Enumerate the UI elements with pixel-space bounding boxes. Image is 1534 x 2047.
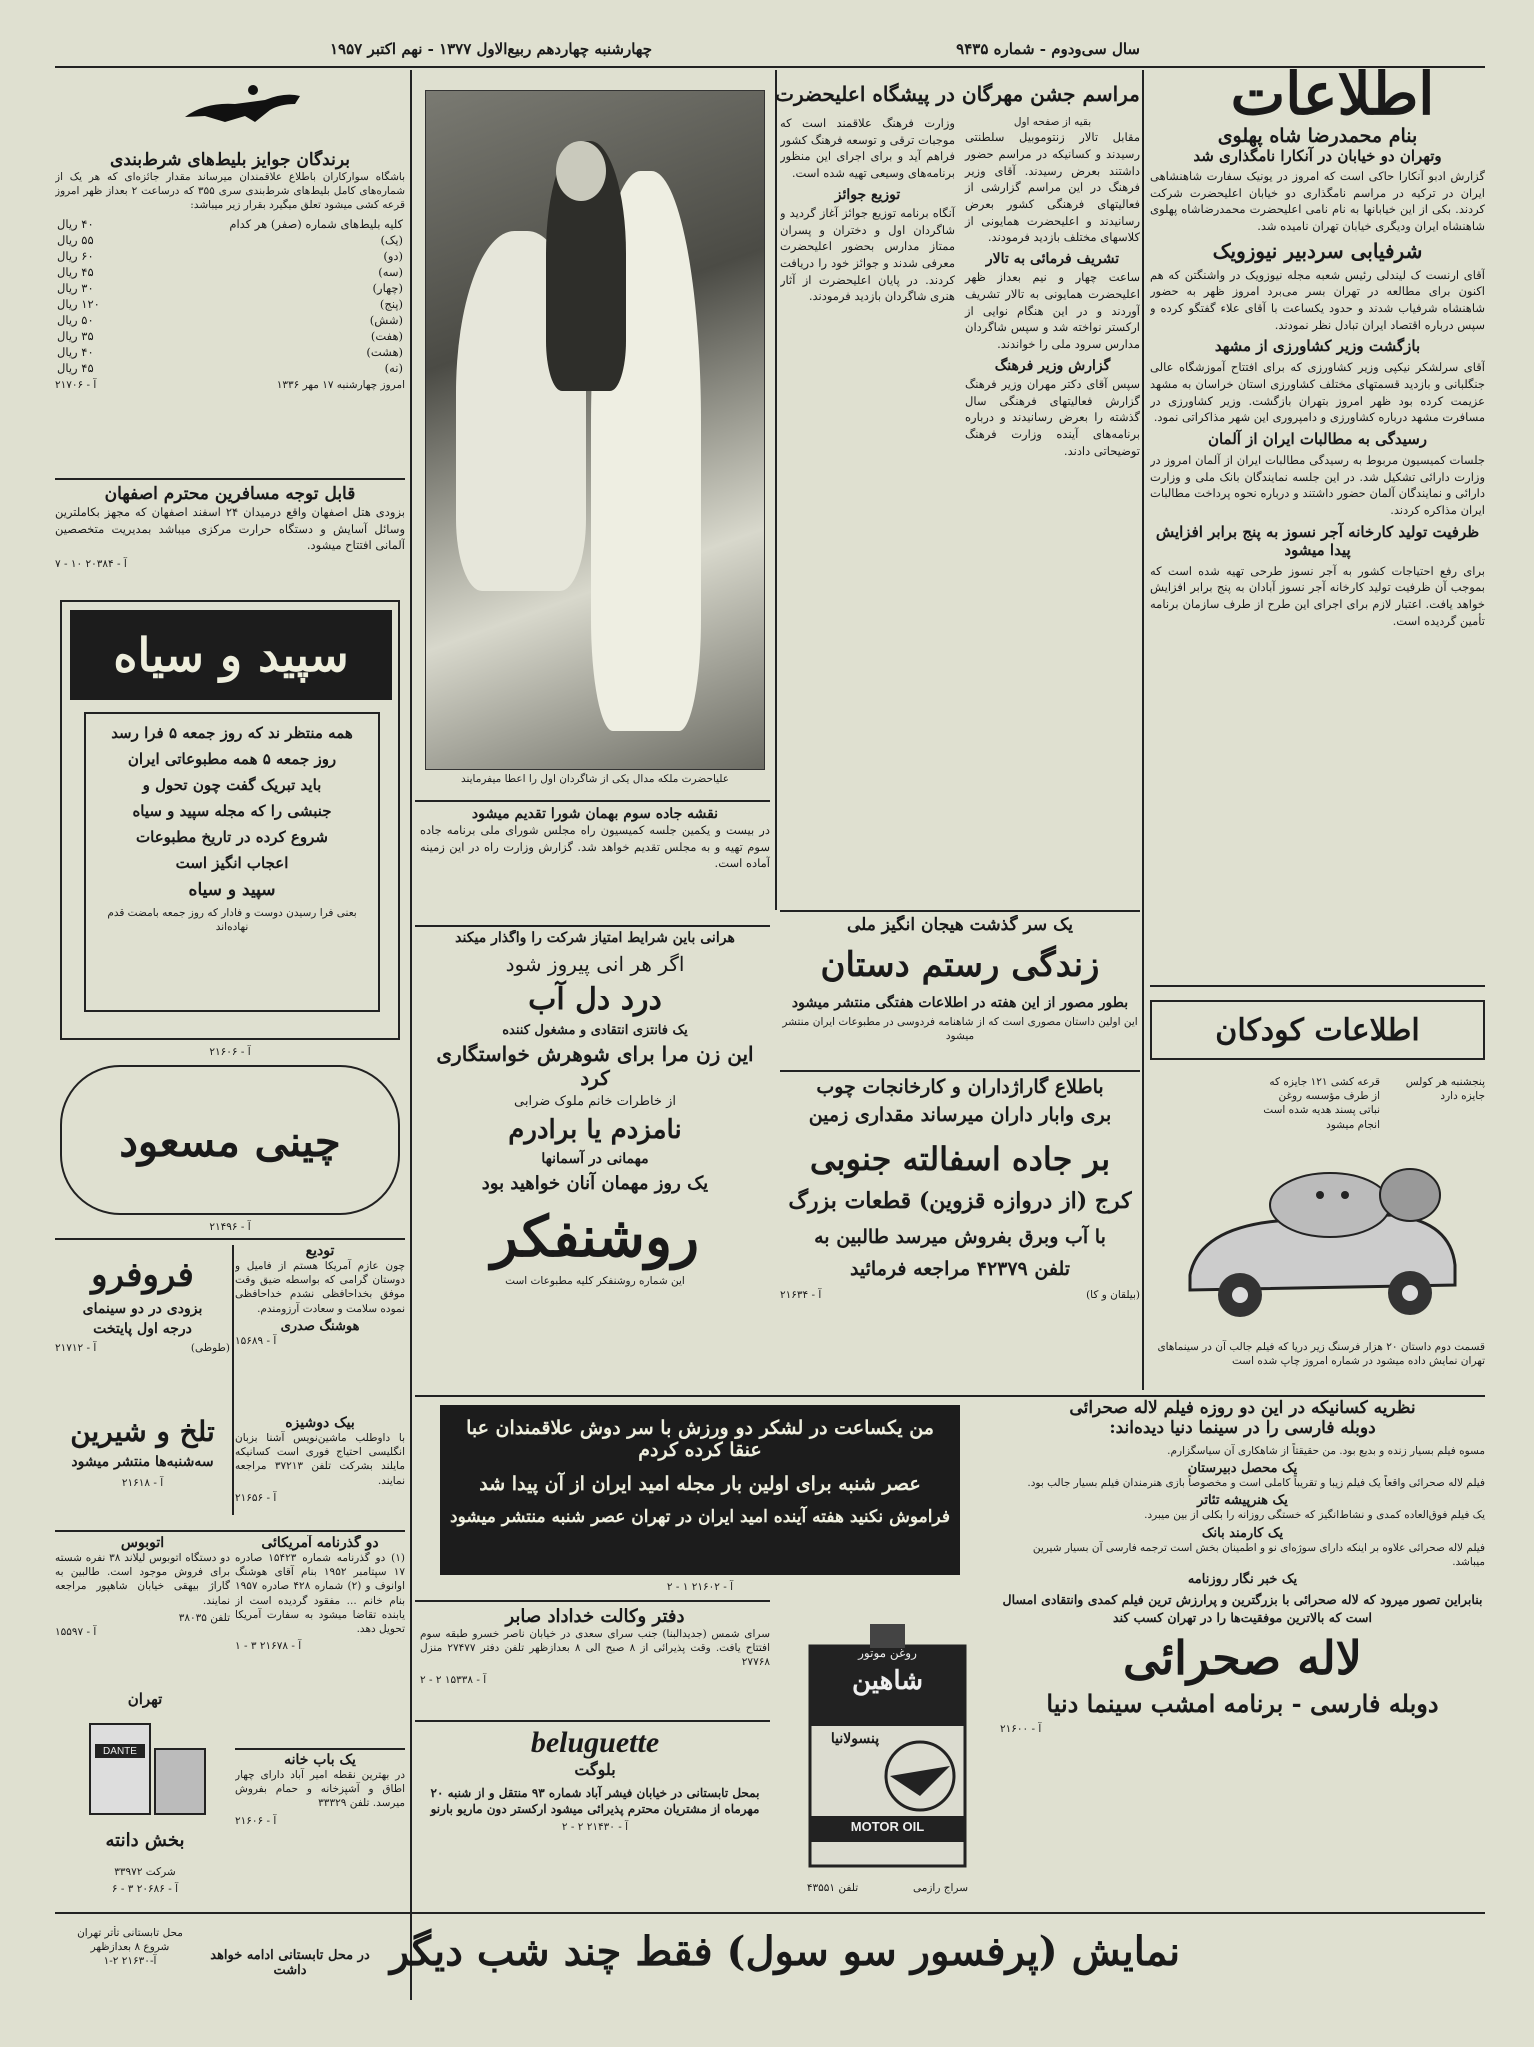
- center-headline: مراسم جشن مهرگان در پیشگاه اعلیحضرت: [775, 82, 1140, 106]
- sepid-line-1: همه منتظر ند که روز جمعه ۵ فرا رسد: [111, 724, 353, 742]
- lale-s4: یک خبر نگار روزنامه: [1187, 1571, 1298, 1587]
- roshan-l8: یک روز مهمان آنان خواهید بود: [481, 1173, 709, 1194]
- lottery-amount: ۵۰ ریال: [57, 312, 94, 327]
- roshan-rule: [415, 925, 770, 927]
- land-code: آ - ۲۱۶۳۴: [780, 1289, 822, 1301]
- passport-title: دو گذرنامه آمریکائی: [261, 1535, 379, 1551]
- right-body-1: گزارش ادبو آنکارا حاکی است که امروز در یونیک سفارت شاهنشاهی ایران در ترکیه در مراسم نامگذاری دو خیابان اعلیحضرت شرکت کردند. بکی از این خیابانها به نام نامی اعلیحضرت محمدرضاشاه پهلوی شاهنشاه ایران ودیگری خیابان تهران نامیده شد.: [1150, 169, 1485, 234]
- kids-ad: [1150, 995, 1485, 1390]
- bus-phone: تلفن ۳۸۰۳۵: [178, 1611, 230, 1624]
- lottery-label: (هشت): [366, 344, 403, 359]
- rostam-ad: [780, 915, 1140, 1065]
- road-notice: [420, 806, 770, 921]
- right-headline-5: ظرفیت تولید کارخانه آجر نسوز به پنج برابر افزایش پیدا میشود: [1155, 522, 1480, 559]
- talkh-ad: [55, 1415, 230, 1525]
- lottery-label: کلیه بلیط‌های شماره (صفر) هر کدام: [229, 216, 403, 231]
- lottery-label: (چهار): [372, 280, 403, 295]
- lawyer-rule: [415, 1600, 770, 1602]
- roshanfekr-ad: [420, 930, 770, 1395]
- roshan-kicker: هرانی باین شرایط امتیاز شرکت را واگذار میکند: [455, 930, 735, 946]
- lottery-table: [55, 216, 405, 376]
- road-kicker: نقشه جاده سوم بهمان شورا تقدیم میشود: [471, 806, 719, 822]
- right-body-2: آقای ارنست ک لیندلی رئیس شعبه مجله نیوزویک در واشنگتن که هم‌ اکنون برای مطالعه در تهران بسر می‌برد امروز ظهر به حضور شاهنشاه شرفیاب شدند و حدود یکساعت با آقای علاء گفتگو کرده و سپس درباره اقتصاد ایران تبادل نظر نمودند.: [1150, 267, 1485, 332]
- lottery-label: (شش): [369, 312, 403, 327]
- lottery-amount: ۳۰ ریال: [57, 280, 94, 295]
- passport-body: (۱) دو گذرنامه شماره ۱۵۴۲۳ صادره ۱۷ سپتامبر ۱۹۵۲ بنام آقای هوشنگ اوانوف و (۲) شماره ۴۲۸ صادره ۱۹۵۷ بنام خانم ... مفقود گردیده است از یابنده تقاضا میشود به سفارت آمریکا تحویل دهد.: [235, 1552, 405, 1635]
- ceremony-photo: [425, 90, 765, 770]
- frou-divider: [232, 1245, 234, 1515]
- lale-q1: مسوه فیلم بسیار زنده و بدیع بود. من حقیقتاً از شاهکاری آن سیاسگزارم.: [1167, 1445, 1485, 1457]
- lale-head: نظریه کسانیکه در این دو روزه فیلم لاله صحرائی: [1069, 1398, 1416, 1418]
- lottery-row: [55, 232, 405, 248]
- right-column: [1150, 125, 1485, 985]
- land-l3: با آب وبرق بفروش میرسد طالبین به: [814, 1226, 1106, 1248]
- sepid-logo: سپید و سیاه: [70, 610, 392, 700]
- center-body-5: آنگاه برنامه توزیع جوائز آغاز گردید و شاگردان اول و دختران و پسران ممتاز مدارس بحضور اعلیحضرت معرفی شدند و جوائز خود را دریافت کردند. در پایان اعلیحضرت از آثار هنری شاگردان بازدید فرمودند.: [780, 205, 955, 304]
- lale-code: آ - ۲۱۶۰۰: [1000, 1723, 1042, 1736]
- sepid-line-4: جنبشی را که مجله سپید و سیاه: [132, 802, 332, 820]
- lottery-box: [55, 150, 405, 475]
- roshan-l5: از خاطرات خانم ملوک ضرابی: [514, 1094, 676, 1109]
- kids-car-illustration: [1170, 1165, 1470, 1325]
- dante-label: DANTE: [103, 1746, 137, 1757]
- kids-logo: اطلاعات کودکان: [1150, 1000, 1485, 1060]
- belu-latin: beluguette: [530, 1726, 660, 1759]
- talkh-code: آ - ۲۱۶۱۸: [121, 1477, 164, 1489]
- roshan-l1: اگر هر انی پیروز شود: [505, 952, 685, 976]
- lale-ad: [1000, 1398, 1485, 1908]
- nurse-ad: [235, 1415, 405, 1535]
- bottom-left-1: محل تابستانی تأتر تهران: [77, 1927, 183, 1939]
- kids-caption: قسمت دوم داستان ۲۰ هزار فرسنگ زیر دریا که فیلم جالب آن در سینماهای تهران نمایش داده میشود در شماره امروز چاپ شده است: [1157, 1341, 1485, 1368]
- road-rule: [415, 800, 770, 802]
- lawyer-body: سرای شمس (جدیدالبنا) جنب سرای سعدی در خیابان ناصر خسرو طبقه سوم افتتاح یافت. وقت پذیرائی از ۸ صبح الی ۸ بعدازظهر تلفن دفتر ۲۷۴۷۷ منزل ۲۷۷۶۸: [420, 1628, 770, 1669]
- right-headline-1b: وتهران دو خیابان در آنکارا نامگذاری شد: [1193, 147, 1442, 165]
- lottery-label: (نه): [384, 360, 403, 375]
- right-body-4: جلسات کمیسیون مربوط به رسیدگی مطالبات ایران از آلمان امروز در وزارت دارائی تشکیل شد. در این جلسه نمایندگان بانک ملی و وزارت دارائی و نمایندگان آلمان حضور داشتند و درباره نحوه پرداخت مطالبات ایران مذاکره کردند.: [1150, 453, 1485, 518]
- kids-text-2: پنجشنبه هر کولس جایزه دارد: [1405, 1076, 1485, 1103]
- right-body-5: برای رفع احتیاجات کشور به آجر نسوز طرحی تهیه شده است که بموجب آن ظرفیت تولید کارخانه آجر نسوز آبادان به پنج برابر افزایش خواهد یافت. اعتبار لازم برای اجرای این طرح از طرف سازمان برنامه تأمین گردیده است.: [1150, 563, 1485, 628]
- lottery-row: [55, 280, 405, 296]
- lottery-label: (سه): [378, 264, 403, 279]
- rostam-rule: [780, 910, 1140, 912]
- sepid-code: آ - ۲۱۶۰۶: [209, 1046, 251, 1058]
- talkh-title: تلخ و شیرین: [70, 1415, 215, 1448]
- lale-head-2: دوبله فارسی را در سینما دنیا دیده‌اند:: [1109, 1418, 1376, 1438]
- lottery-amount: ۶۰ ریال: [57, 248, 94, 263]
- isfahan-body: بزودی هتل اصفهان واقع درمیدان ۲۴ اسفند اصفهان که مجهز بکاملترین وسائل آسایش و دستگاه حرارت مرکزی میباشد بمدیریت متخصصین آلمانی افتتاح میشود.: [55, 505, 405, 553]
- photo-caption: علیاحضرت ملکه مدال یکی از شاگردان اول را اعطا میفرمایند: [460, 773, 730, 785]
- belu-code: آ - ۲۱۴۳۰ ۲ - ۲: [561, 1821, 629, 1834]
- roshan-l3: یک فانتزی انتقادی و مشغول کننده: [502, 1023, 688, 1038]
- roshan-logo: روشنفکر: [490, 1204, 700, 1270]
- beluguette-ad: [420, 1726, 770, 1911]
- sepid-ad: [60, 600, 400, 1040]
- center-article: [780, 115, 1140, 905]
- lottery-row: [55, 312, 405, 328]
- kids-text-1: قرعه کشی ۱۲۱ جایزه که از طرف مؤسسه روغن نباتی پسند هدیه شده است انجام میشود: [1263, 1076, 1380, 1131]
- sepid-body: [84, 712, 380, 1012]
- talkh-line-1: سه‌شنبه‌ها منتشر میشود: [71, 1454, 214, 1470]
- bottom-banner: [55, 1918, 1485, 1998]
- land-rule: [780, 1070, 1140, 1072]
- lottery-label: (هفت): [370, 328, 403, 343]
- land-title-1: بر جاده اسفالته جنوبی: [809, 1140, 1111, 1178]
- cont-note: بقیه از صفحه اول: [1013, 116, 1092, 128]
- passport-notice: [235, 1535, 405, 1745]
- roshan-l6: نامزدم یا برادرم: [508, 1115, 682, 1145]
- lottery-label: (دو): [383, 248, 403, 263]
- isfahan-notice: [55, 484, 405, 584]
- lottery-rule: [55, 478, 405, 480]
- center-sub-1: تشریف فرمائی به تالار: [985, 250, 1120, 267]
- bus-code: آ - ۱۵۵۹۷: [55, 1625, 97, 1638]
- lale-q4: فیلم لاله صحرائی علاوه بر اینکه دارای سوژه‌ای نو و اطمینان بخش است ترجمه فارسی آن بسیار شیرین میباشد.: [1032, 1541, 1485, 1568]
- lale-q3: یک فیلم فوق‌العاده کمدی و نشاط‌انگیز که خستگی روزانه را بکلی از بین میبرد.: [1144, 1509, 1485, 1522]
- lale-s2: یک هنرپیشه تئاتر: [1197, 1493, 1288, 1509]
- bottom-rule: [55, 1912, 1485, 1914]
- nurse-code: آ - ۲۱۶۵۶: [235, 1491, 277, 1504]
- land-k2: بری وابار داران میرساند مقداری زمین: [808, 1104, 1112, 1126]
- sepid-line-3: باید تبریک گفت چون تحول و: [142, 776, 322, 794]
- dante-logo-2: بخش دانته: [105, 1830, 185, 1851]
- chini-ad: [60, 1065, 400, 1215]
- horse-rider-icon: [175, 82, 315, 132]
- lale-q2: فیلم لاله صحرائی واقعاً یک فیلم زیبا و تقریباً کاملی است و مخصوصاً بازی هنرمندان فیلم بسیار جالب بود.: [1027, 1477, 1485, 1490]
- passport-code: آ - ۲۱۶۷۸ ۳ - ۱: [235, 1640, 302, 1653]
- lale-title: لاله صحرائی: [1123, 1631, 1362, 1686]
- roshan-note: این شماره روشنفکر کلیه مطبوعات است: [505, 1275, 685, 1287]
- lottery-row: [55, 360, 405, 376]
- rostam-sub: بطور مصور از این هفته در اطلاعات هفتگی منتشر میشود: [791, 995, 1129, 1011]
- rostam-title: زندگی رستم دستان: [820, 945, 1100, 985]
- lottery-row: [55, 296, 405, 312]
- lottery-footer: امروز چهارشنبه ۱۷ مهر ۱۳۳۶: [276, 378, 405, 391]
- lottery-row: [55, 248, 405, 264]
- center-body-2: ساعت چهار و نیم بعداز ظهر اعلیحضرت همایونی به تالار تشریف آوردند و در این هنگام نوایی از ارکستر نواخته شد و سپس شاگردان مدارس سرود ملی را خواندند.: [965, 270, 1140, 351]
- shahin-brand: پنسولانیا: [830, 1731, 880, 1747]
- lale-s1: یک محصل دبیرستان: [1187, 1461, 1298, 1477]
- nurse-body: با داوطلب ماشین‌نویس آشنا بزبان انگلیسی احتیاج فوری است کسانیکه مایلند بشرکت تلفن ۳۷۲۱۳ مراجعه نمایند.: [235, 1432, 405, 1487]
- masthead-issue: سال سی‌ودوم - شماره ۹۴۳۵: [956, 40, 1140, 58]
- belu-name: بلوگت: [574, 1760, 616, 1779]
- isfahan-code: آ - ۲۰۳۸۴ ۱۰ - ۷: [55, 558, 127, 571]
- center-sub-3: توزیع جوائز: [834, 186, 901, 203]
- road-body: در بیست و یکمین جلسه کمیسیون راه مجلس شورای ملی برنامه جاده سوم تهیه و به مجلس تقدیم خواهد شد. گزارش وزارت راه در این زمینه آماده است.: [420, 823, 770, 871]
- right-headline-1: بنام محمدرضا شاه پهلوی: [1217, 125, 1418, 147]
- house-rule: [235, 1748, 405, 1750]
- lawyer-code: آ - ۱۵۳۳۸ ۲ - ۲: [420, 1673, 487, 1686]
- omid-line-3: فراموش نکنید هفته آینده امید ایران در تهران عصر شنبه منتشر میشود: [450, 1507, 950, 1527]
- lottery-code: آ - ۲۱۷۰۶: [55, 378, 97, 391]
- center-body-4: وزارت فرهنگ علاقمند است که موجبات ترقی و توسعه فرهنگ کشور فراهم آید و برای اجرای این منظور برنامه‌های وسیعی تهیه شده است.: [780, 116, 955, 181]
- house-title: یک باب خانه: [284, 1752, 356, 1768]
- lottery-row: [55, 328, 405, 344]
- omid-line-2: عصر شنبه برای اولین بار مجله امید ایران از آن پیدا شد: [479, 1473, 921, 1495]
- isfahan-title: قابل توجه مسافرین محترم اصفهان: [104, 484, 356, 504]
- land-l4: تلفن ۴۲۳۷۹ مراجعه فرمائید: [849, 1258, 1071, 1280]
- farewell-body: چون عازم آمریکا هستم از فامیل و دوستان گرامی که بواسطه ضیق وقت موفق بخداحافظی نشدم خداحافظی نموده سلامت و سعادت آرزومندم.: [235, 1260, 405, 1315]
- sepid-line-2: روز جمعه ۵ همه مطبوعاتی ایران: [127, 750, 337, 768]
- omid-line-1: من یکساعت در لشکر دو ورزش با سر دوش علاقمندان عبا عنقا کرده کردم: [466, 1417, 934, 1461]
- bottom-left-3: آ-۲۱۶۳۰ ۲-۱: [103, 1955, 157, 1968]
- lawyer-ad: [420, 1606, 770, 1716]
- chini-code: آ - ۲۱۴۹۶: [209, 1221, 251, 1233]
- shahin-phone: تلفن ۴۳۵۵۱: [806, 1882, 859, 1894]
- bus-ad: [55, 1535, 230, 1685]
- shahin-name: شاهین: [851, 1666, 924, 1696]
- frou-line-2: درجه اول پایتخت: [93, 1321, 192, 1337]
- rostam-kicker: یک سر گذشت هیجان انگیز ملی: [846, 915, 1074, 935]
- masthead-logo: اطلاعات: [1230, 60, 1435, 128]
- lottery-row: [55, 344, 405, 360]
- lottery-amount: ۴۰ ریال: [57, 344, 94, 359]
- dante-ad: [60, 1690, 230, 1910]
- farewell-code: آ - ۱۵۶۸۹: [235, 1334, 277, 1347]
- center-body-1: مقابل تالار زنتوموبیل سلطنتی رسیدند و کسانیکه در مراسم حضور داشتند بعرض رسیدند. آقای وزیر فرهنگ در این مراسم گزارشی از فعالیتهای فرهنگی کشور بعرض رسانیدند و اعلیحضرت همایونی از کلاسهای مختلف بازدید فرمودند.: [965, 130, 1140, 245]
- house-ad: [235, 1752, 405, 1907]
- right-body-3: آقای سرلشکر نیکپی وزیر کشاورزی که برای افتتاح آموزشگاه عالی جنگلبانی و بازدید قسمتهای مختلف کشاورزی استان خراسان به مشهد عزیمت کرده بود ظهر امروز بتهران بازگشت. وزیر کشاورزی در مسافرت مشهد درباره کشاورزی و دامپروری این شهر مذاکراتی نمود.: [1150, 360, 1485, 425]
- divider-left: [410, 70, 412, 2000]
- land-ad: [780, 1076, 1140, 1396]
- lottery-amount: ۴۵ ریال: [57, 264, 94, 279]
- bus-title: اتوبوس: [120, 1535, 165, 1551]
- nurse-title: بیک دوشیزه: [285, 1415, 355, 1431]
- shahin-top: روغن موتور: [858, 1646, 917, 1660]
- bottom-title: نمایش (پرفسور سو سول) فقط چند شب دیگر: [389, 1928, 1181, 1975]
- sepid-line-6: اعجاب انگیز است: [175, 854, 289, 872]
- omid-code: آ - ۲۱۶۰۲ ۱ - ۲: [666, 1581, 734, 1593]
- lawyer-title: دفتر وکالت خداداد صابر: [505, 1606, 685, 1627]
- center-photo: [425, 90, 765, 790]
- roshan-l4: این زن مرا برای شوهرش خواستگاری کرد: [436, 1042, 754, 1090]
- land-kicker: باطلاع گاراژداران و کارخانجات چوب: [816, 1076, 1104, 1098]
- bottom-side: در محل تابستانی ادامه خواهد داشت: [210, 1948, 370, 1978]
- belu-body: بمحل تابستانی در خیابان فیشر آباد شماره ۹۳ منتقل و از شنبه ۲۰ مهرماه از مشتریان محترم پذیرائی میشود ارکستر دون ماریو بارنو: [430, 1786, 760, 1817]
- chini-rule: [55, 1238, 405, 1240]
- lale-bold: بنابراین تصور میرود که لاله صحرائی با بزرگترین و پرارزش ترین فیلم کمدی وانتقادی امسال است که بالاترین موفقیت‌ها را در تهران کسب کند: [1002, 1591, 1483, 1625]
- right-headline-3: بازگشت وزیر کشاورزی از مشهد: [1214, 337, 1421, 356]
- lottery-amount: ۱۲۰ ریال: [57, 296, 100, 311]
- frou-line-1: بزودی در دو سینمای: [82, 1301, 203, 1317]
- dante-logo: تهران: [127, 1690, 163, 1708]
- divider-mid: [775, 70, 777, 910]
- dante-code: آ - ۲۰۶۸۶ ۳ - ۶: [111, 1883, 179, 1895]
- frou-ad: [55, 1255, 230, 1405]
- sepid-line-7: سپید و سیاه: [188, 880, 276, 900]
- omid-ad: [440, 1405, 960, 1575]
- right-headline-2: شرفیابی سردبیر نیوزویک: [1212, 238, 1423, 263]
- chini-logo: چینی مسعود: [119, 1117, 341, 1166]
- lale-sub: دوبله فارسی - برنامه امشب سینما دنیا: [1046, 1689, 1439, 1719]
- lottery-row: [55, 216, 405, 232]
- dante-phone: شرکت ۳۳۹۷۲: [114, 1866, 176, 1878]
- house-code: آ - ۲۱۶۰۶: [235, 1814, 277, 1827]
- farewell-title: تودیع: [305, 1243, 335, 1259]
- land-note: (بیلقان و کا): [1086, 1289, 1140, 1301]
- right-rule: [1150, 985, 1485, 987]
- frou-code: آ - ۲۱۷۱۲: [55, 1342, 97, 1354]
- bus-body: دو دستگاه اتوبوس لیلاند ۳۸ نفره شسته برای فروش موجود است. طالبین به گاراژ بیهقی خیابان شاهپور مراجعه نمایند.: [55, 1552, 230, 1607]
- land-title-2: کرج (از دروازه قزوین) قطعات بزرگ: [788, 1188, 1132, 1214]
- dante-product-icon: [70, 1714, 220, 1824]
- farewell-sign: هوشنگ صدری: [280, 1318, 360, 1334]
- center-sub-2: گزارش وزیر فرهنگ: [994, 357, 1111, 374]
- bottom-left-2: شروع ۸ بعدازظهر: [90, 1941, 170, 1954]
- rostam-body: این اولین داستان مصوری است که از شاهنامه فردوسی در مطبوعات ایران منتشر میشود: [782, 1016, 1138, 1043]
- lottery-label: (یک): [380, 232, 403, 247]
- lottery-amount: ۴۵ ریال: [57, 360, 94, 375]
- center-body-3: سپس آقای دکتر مهران وزیر فرهنگ گزارش فعالیتهای فرهنگی سال گذشته را بعرض رسانیدند و درباره برنامه‌های آینده وزارت فرهنگ توضیحاتی دادند.: [965, 376, 1140, 458]
- house-body: در بهترین نقطه امیر آباد دارای چهار اطاق و آشپزخانه و حمام بفروش میرسد. تلفن ۳۳۳۲۹: [235, 1769, 405, 1810]
- talkh-rule: [55, 1530, 405, 1532]
- shahin-company: سراج رازمی: [912, 1882, 969, 1894]
- right-headline-4: رسیدگی به مطالبات ایران از آلمان: [1207, 430, 1428, 449]
- lottery-label: (پنج): [379, 296, 403, 311]
- lottery-row: [55, 264, 405, 280]
- lottery-amount: ۳۵ ریال: [57, 328, 94, 343]
- farewell: [235, 1243, 405, 1413]
- belu-rule: [415, 1720, 770, 1722]
- frou-note: (طوطی): [190, 1342, 230, 1354]
- lale-s3: یک کارمند بانک: [1201, 1525, 1284, 1541]
- lottery-amount: ۵۵ ریال: [57, 232, 94, 247]
- roshan-l7: مهمانی در آسمانها: [541, 1151, 649, 1167]
- lottery-title: برندگان جوایز بلیط‌های شرط‌بندی: [110, 150, 350, 170]
- sepid-line-5: شروع کرده در تاریخ مطبوعات: [136, 828, 328, 846]
- sepid-line-8: بعنی فرا رسیدن دوست و فادار که روز جمعه بامضت قدم نهاده‌اند: [107, 907, 357, 934]
- shahin-eng: MOTOR OIL: [850, 1819, 925, 1834]
- roshan-l2: درد دل آب: [528, 982, 662, 1017]
- shahin-ad: [780, 1606, 995, 1906]
- bottom-left: [55, 1926, 205, 1996]
- masthead-dateline: چهارشنبه چهاردهم ربیع‌الاول ۱۳۷۷ - نهم اکتبر ۱۹۵۷: [330, 40, 652, 58]
- lottery-intro: باشگاه سوارکاران باطلاع علاقمندان میرساند مقدار جائزه‌ای که هر یک از شماره‌های کامل بلیط‌های شرط‌بندی سری ۳۵۵ که درساعت ۲ بعداز ظهر امروز قرعه کشی میشود تعلق میگیرد بقرار زیر میباشد:: [55, 171, 405, 212]
- frou-title: فروفرو: [91, 1255, 194, 1295]
- divider-right: [1142, 70, 1144, 1390]
- lottery-amount: ۴۰ ریال: [57, 216, 94, 231]
- lower-rule: [415, 1395, 1485, 1397]
